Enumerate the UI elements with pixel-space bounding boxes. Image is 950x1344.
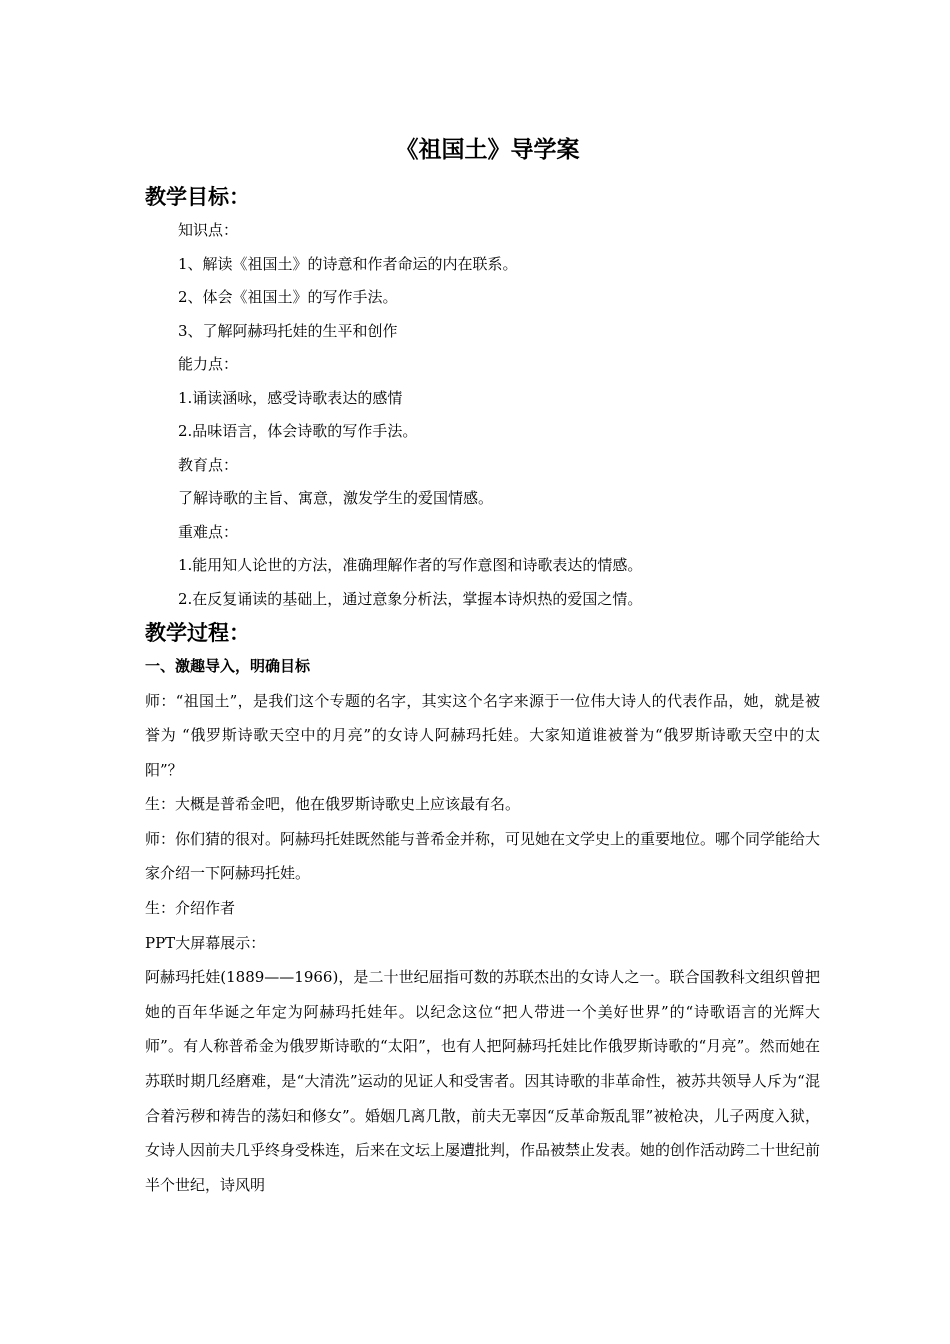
body-paragraph: 生：介绍作者 xyxy=(145,899,236,918)
goal-line: 了解诗歌的主旨、寓意，激发学生的爱国情感。 xyxy=(178,489,494,507)
document-page xyxy=(145,130,820,1202)
body-paragraph: 师：你们猜的很对。阿赫玛托娃既然能与普希金并称，可见她在文学史上的重要地位。哪个同学能给大家介绍一下阿赫玛托娃。 xyxy=(145,829,821,883)
goal-line: 1.能用知人论世的方法，准确理解作者的写作意图和诗歌表达的情感。 xyxy=(178,556,643,574)
goal-line: 1.诵读涵咏，感受诗歌表达的感情 xyxy=(178,388,403,407)
document-title: 《祖国土》导学案 xyxy=(395,136,580,163)
goal-line: 1、解读《祖国土》的诗意和作者命运的内在联系。 xyxy=(178,254,518,273)
body-paragraph: 阿赫玛托娃(1889——1966)，是二十世纪屈指可数的苏联杰出的女诗人之一。联合国教科文组织曾把她的百年华诞之年定为阿赫玛托娃年。以纪念这位“把人带进一个美好世界”的“诗歌语言的光辉大师”。有人称普希金为俄罗斯诗歌的“太阳”，也有人把阿赫玛托娃比作俄罗斯诗歌的“月亮”。然而她在苏联时期几经磨难，是“大清洗”运动的见证人和受害者。因其诗歌的非革命性，被苏共领导人斥为“混合着污秽和祷告的荡妇和修女”。婚姻几离几散，前夫无辜因“反革命叛乱罪”被枪决，儿子两度入狱，女诗人因前夫几乎终身受株连，后来在文坛上屡遭批判，作品被禁止发表。她的创作活动跨二十世纪前半个世纪，诗风明 xyxy=(145,968,821,1194)
goal-line: 2.品味语言，体会诗歌的写作手法。 xyxy=(178,422,418,440)
goal-line: 重难点： xyxy=(178,522,239,541)
goal-line: 能力点： xyxy=(178,355,239,373)
goal-line: 教育点： xyxy=(178,455,239,474)
goal-line: 2、体会《祖国土》的写作手法。 xyxy=(178,288,398,306)
body-paragraph: PPT大屏幕展示： xyxy=(145,933,266,952)
section-heading-teaching-goals: 教学目标： xyxy=(145,184,250,209)
body-paragraph: 师：“祖国土”，是我们这个专题的名字，其实这个名字来源于一位伟大诗人的代表作品，她，就是被誉为 “俄罗斯诗歌天空中的月亮”的女诗人阿赫玛托娃。大家知道谁被誉为“俄罗斯诗歌天空中的太阳”？ xyxy=(145,691,820,779)
section-heading-teaching-process: 教学过程： xyxy=(145,620,250,645)
goal-line: 2.在反复诵读的基础上，通过意象分析法，掌握本诗炽热的爱国之情。 xyxy=(178,589,643,608)
body-paragraph: 生：大概是普希金吧，他在俄罗斯诗歌史上应该最有名。 xyxy=(145,795,521,814)
subheading-introduction: 一、激趣导入，明确目标 xyxy=(145,657,311,675)
goal-line: 3、了解阿赫玛托娃的生平和创作 xyxy=(178,321,398,340)
goal-line: 知识点： xyxy=(178,221,239,239)
